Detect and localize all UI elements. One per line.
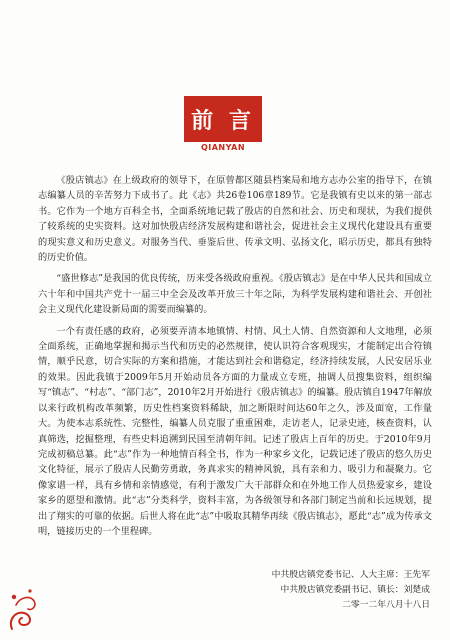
paragraph-2: “盛世修志”是我国的优良传统，历来受各级政府重视。《殷店镇志》是在中华人民共和国成立六十年和中国共产党十一届三中全会及改革开放三十年之际，为科学发展构建和谐社会、开创社会主义现代化建设新局面的需要而编纂的。 [38, 273, 432, 316]
signature-block [272, 568, 430, 613]
swirl-ornament-icon [6, 585, 40, 633]
title-banner [184, 96, 262, 142]
preface-body [38, 173, 432, 539]
paragraph-1: 《殷店镇志》在上级政府的领导下，在原曾都区随县档案局和地方志办公室的指导下，在镇志编纂人员的辛苦努力下成书了。此《志》共26卷106章189节。它是我镇有史以来的第一部志书。它作为一个地方百科全书，全面系统地记载了殷店的自然和社会、历史和现状，为我们提供了较系统的史实资料。这对加快殷店经济发展构建和谐社会，促进社会主义现代化建设具有重要的现实意义和历史意义。对服务当代、垂鉴后世、传承文明、弘扬文化，昭示历史，都具有独特的历史价值。 [38, 175, 432, 264]
signature-line-party-secretary: 中共殷店镇党委书记、人大主席：王先军 [271, 570, 430, 580]
paragraph-3: 一个有责任感的政府，必须要弄清本地镇情、村情、风土人情、自然资源和人文地理，必须全面系统，正确地掌握和揭示当代和历史的必然规律，使认识符合客观现实，才能制定出合符镇情，顺乎民意，切合实际的方案和措施，才能达到社会和谐稳定，经济持续发展，人民安居乐业的效果。因此我镇于2009年5月开始动员各方面的力量成立专班，抽调人员搜集资料，组织编写“镇志”、“村志”、“部门志”，2010年2月开始进行《殷店镇志》的编纂。殷店镇自1947年解放以来行政机构改革频繁，历史性档案资料稀缺，加之断限时间达60年之久，涉及面宽，工作量大。为使本志系统性、完整性，编纂人员克服了重重困难，走访老人，记录史迹，核查资料，认真筛选，挖掘整理，有些史料追溯到民国至清朝年间。记述了殷店上百年的历史。于2010年9月完成初稿总纂。此“志”作为一种地情百科全书，作为一种家乡文化，记载记述了殷店的悠久历史文化特征，展示了殷店人民勤劳勇敢，务真求实的精神风貌，具有亲和力、吸引力和凝聚力。它像家谱一样，具有乡情和亲情感觉，有利于激发广大干部群众和在外地工作人员热爱家乡，建设家乡的愿望和激情。此“志”分类科学，资料丰富，为各级领导和各部门制定当前和长远规划，提出了翔实的可靠的依据。后世人将在此“志”中吸取其精华再续《殷店镇志》，愿此“志”成为传承文明，链接历史的一个里程碑。 [38, 325, 432, 537]
page-subtitle-pinyin: QIANYAN [200, 143, 246, 152]
signature-line-mayor: 中共殷店镇党委副书记、镇长：刘楚成 [280, 585, 430, 595]
signature-date: 二零一二年八月十八日 [342, 600, 430, 610]
page-title: 前 言 [191, 107, 255, 134]
